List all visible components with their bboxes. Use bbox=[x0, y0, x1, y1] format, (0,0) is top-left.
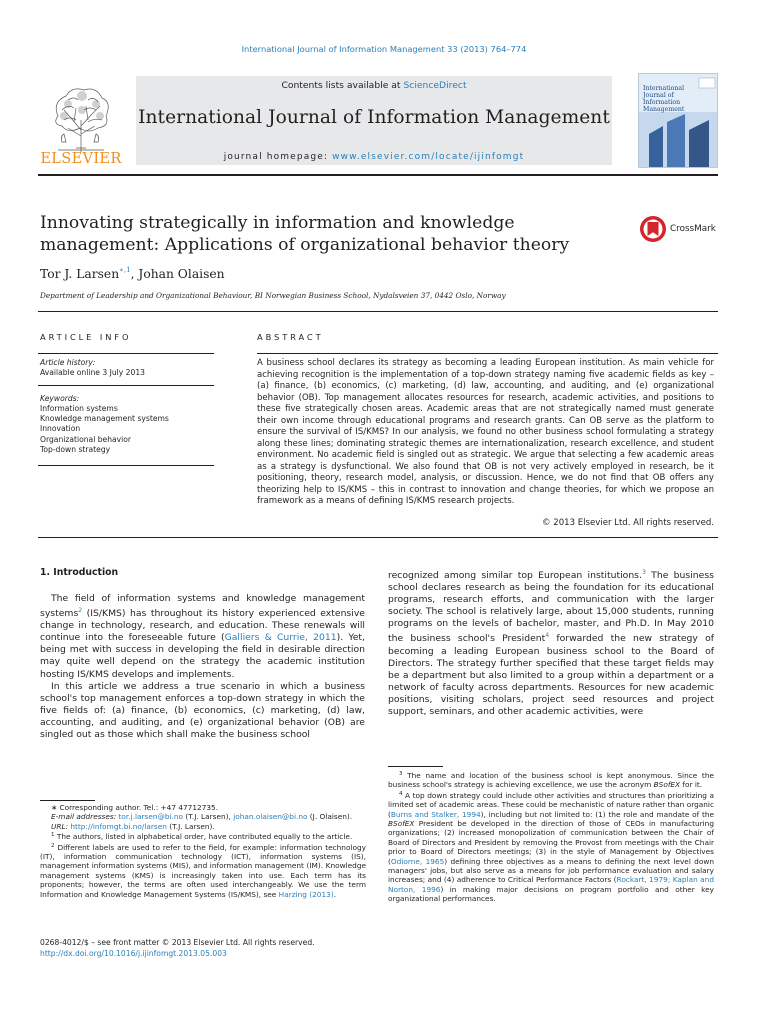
footnote-text: for it. bbox=[680, 780, 703, 790]
email-link[interactable]: johan.olaisen@bi.no bbox=[233, 812, 308, 822]
footnote-4 bbox=[388, 790, 714, 904]
author-list: Tor J. Larsen$^{∗,1}$, Johan Olaisen bbox=[40, 266, 225, 281]
footnote-rule-right bbox=[388, 766, 443, 767]
footnote-text: (J. Olaisen). bbox=[307, 812, 353, 822]
footnote-text: ), including but not limited to: (1) the role and mandate of the bbox=[480, 809, 714, 819]
body-text: forwarded the new strategy of becoming a leading European business school to the Board of Directors. The strategy further specified that these target fields may be a department but also limited to a group within a department or a network of faculty across departments. Resources for new academic positions, visiting scholars, project seed resources and project support, seminars, and other academic activities, were bbox=[388, 633, 714, 718]
journal-cover-thumbnail[interactable] bbox=[638, 73, 718, 168]
footnote-text: The authors, listed in alphabetical order, have contributed equally to the article. bbox=[54, 832, 353, 842]
article-title: Innovating strategically in information and knowledge management: Applications of organizational behavior theory bbox=[40, 213, 570, 255]
journal-homepage-line bbox=[136, 152, 612, 162]
footnote-url bbox=[40, 822, 366, 831]
keyword-item: Knowledge management systems bbox=[40, 414, 169, 424]
citation-link[interactable]: Burns and Stalker, 1994 bbox=[390, 809, 481, 819]
footnote-mark: 3 bbox=[399, 771, 403, 777]
article-history-label: Article history: bbox=[40, 358, 96, 367]
abstract-copyright: © 2013 Elsevier Ltd. All rights reserved. bbox=[542, 518, 714, 528]
body-paragraph: In this article we address a true scenario in which a business school's top management enforces a top-down strategy in which the five fields of: (a) finance, (b) economics, (c) marketing, (d) law, accounting, and auditing, and (e) organizational behavior (OB) are singled out as those which shall make the business school bbox=[40, 680, 365, 741]
section-heading-introduction: 1. Introduction bbox=[40, 567, 119, 578]
footnote-text: A top down strategy could include other activities and structures than prioritizing a limited set of academic areas. These could be mechanistic of nature rather than organic ( bbox=[388, 790, 714, 819]
footnote-ref-2[interactable]: 2 bbox=[78, 607, 83, 615]
footnotes-right bbox=[388, 770, 714, 904]
footnote-mark: 2 bbox=[51, 842, 55, 849]
citation-link[interactable]: Galliers & Currie, 2011 bbox=[224, 632, 337, 644]
url-label: URL: bbox=[51, 821, 71, 831]
abstract-rule bbox=[257, 353, 718, 354]
doi-link[interactable]: http://dx.doi.org/10.1016/j.ijinfomgt.2013.05.003 bbox=[40, 949, 227, 959]
journal-citation[interactable]: International Journal of Information Management 33 (2013) 764–774 bbox=[241, 44, 527, 54]
homepage-url-link[interactable]: http://infomgt.bi.no/larsen bbox=[70, 821, 167, 831]
footnote-corresponding bbox=[40, 803, 366, 812]
body-text: The business school declares research as being the foundation for its educational programs, research efforts, and communication with the larger society. The school is relatively large, about 15,000 students, running programs on the levels of bachelor, master, and Ph.D. In May 2010 the business school's President bbox=[388, 570, 714, 645]
body-column-right bbox=[388, 567, 714, 718]
footnote-text: The name and location of the business school is kept anonymous. Since the business school's strategy is achieving excellence, we use the acronym bbox=[388, 771, 714, 790]
issn-line: 0268-4012/$ – see front matter © 2013 Elsevier Ltd. All rights reserved. bbox=[40, 938, 315, 947]
footnote-ref-4[interactable]: 4 bbox=[545, 632, 550, 640]
author-name: Johan Olaisen bbox=[138, 267, 225, 281]
journal-homepage-link[interactable]: www.elsevier.com/locate/ijinfomgt bbox=[332, 152, 525, 162]
contents-prefix: Contents lists available at bbox=[281, 80, 404, 91]
footnote-rule-left bbox=[40, 800, 95, 801]
citation-link[interactable]: Rockart, 1979; Kaplan and Norton, 1996 bbox=[388, 875, 714, 894]
keyword-item: Information systems bbox=[40, 404, 118, 413]
keyword-item: Top-down strategy bbox=[40, 444, 111, 454]
history-rule bbox=[38, 385, 214, 386]
keywords-label: Keywords: bbox=[40, 394, 80, 403]
email-link[interactable]: tor.j.larsen@bi.no bbox=[118, 812, 184, 822]
keywords-rule bbox=[38, 465, 214, 466]
footnote-ref-3[interactable]: 3 bbox=[641, 569, 646, 576]
body-paragraph bbox=[388, 567, 714, 718]
citation-link[interactable]: Odiorne, 1965 bbox=[390, 856, 445, 866]
footnote-acronym: BSofEX bbox=[388, 819, 415, 829]
keyword-item: Organizational behavior bbox=[40, 434, 132, 444]
footnote-text: Corresponding author. Tel.: +47 47712735. bbox=[57, 803, 219, 812]
footnote-acronym: BSofEX bbox=[653, 780, 681, 790]
homepage-prefix: journal homepage: bbox=[223, 152, 333, 162]
footnote-emails bbox=[40, 812, 366, 821]
contents-availability-line bbox=[136, 80, 612, 91]
footnotes-left bbox=[40, 803, 366, 899]
footnote-text: ) in making major decisions on program portfolio and other key organizational performances. bbox=[388, 884, 715, 904]
journal-name: International Journal of Information Management bbox=[138, 107, 610, 128]
header-divider bbox=[38, 174, 718, 176]
article-info-rule bbox=[38, 353, 214, 354]
abstract-heading: ABSTRACT bbox=[257, 332, 324, 342]
cover-journal-title: International Journal of Information Management bbox=[643, 85, 685, 113]
footnote-text: Different labels are used to refer to the field, for example: information technology (IT), information communication technology (ICT), information systems (IS), management information systems (MIS), and information management (IM). Knowledge management systems (KMS) is increasingly taken into use. Each term has its proponents; however, the terms are often used interchangeably. We use the term Information and Knowledge Management Systems (IS/KMS), see bbox=[40, 842, 366, 899]
keywords-list bbox=[40, 404, 169, 455]
keyword-item: Innovation bbox=[40, 424, 81, 434]
footer-info bbox=[40, 937, 315, 960]
abstract-text: A business school declares its strategy as becoming a leading European institution. As main vehicle for achieving recognition is the implementation of a top-down strategy naming five academic fields as key – (a) finance, (b) economics, (c) marketing, (d) law, accounting, and auditing, and (e) organizational behavior (OB). Top management allocates resources for research, academic activities, and positions to these five strategically chosen areas. Academic areas that are not strategically named must generate their own income through educational programs and research grants. Can OB serve as the platform to ensure the survival of IS/KMS? In our analysis, we found no other business school formulating a strategy along these lines; dominating strategic themes are internationalization, research excellence, and student environment. No academic field is singled out as strategic. We argue that selecting a few academic areas as a strategy is dysfunctional. We also found that OB is not very actively employed in research, be it positioning, theory, research model, analysis, or discussion. Hence, we do not find that OB offers any theorizing help to IS/KMS – this in contrast to innovation and change theories, for which we propose an framework as a means of defining IS/KMS research projects. bbox=[257, 358, 714, 506]
body-text: recognized among similar top European institutions. bbox=[388, 570, 642, 581]
author-affiliation: Department of Leadership and Organizational Behaviour, BI Norwegian Business School, Nydalsveien 37, 0442 Oslo, Norway bbox=[40, 291, 506, 300]
footnote-3 bbox=[388, 770, 714, 790]
affiliation-divider bbox=[38, 311, 718, 312]
footnote-mark: 4 bbox=[399, 790, 403, 797]
crossmark-label[interactable]: CrossMark bbox=[670, 224, 716, 234]
body-column-left bbox=[40, 593, 365, 741]
body-text: ). Yet, being met with success in developing the field in desirable direction may quite well depend on the strategy the academic institution hosting IS/KMS develops and implements. bbox=[40, 632, 366, 680]
footnote-mark: ∗ bbox=[51, 803, 58, 812]
author-footnote-marks[interactable]: ∗,1 bbox=[119, 266, 131, 274]
footnote-2 bbox=[40, 842, 366, 899]
body-paragraph bbox=[40, 593, 365, 681]
abstract-bottom-rule bbox=[38, 537, 718, 538]
elsevier-wordmark[interactable]: ELSEVIER bbox=[40, 150, 122, 167]
footnote-text: ) defining three objectives as a means to defining the next level down managers' jobs, but also serve as a means for job performance evaluation and salary increases; and (4) adherence to Critical Performance Factors ( bbox=[388, 856, 715, 885]
footnote-text: . bbox=[333, 889, 337, 899]
author-name: Tor J. Larsen bbox=[40, 267, 120, 281]
body-text: (IS/KMS) has throughout its history experienced extensive change in technology, research, and education. These renewals will continue into the foreseeable future ( bbox=[40, 608, 365, 644]
footnote-mark: 1 bbox=[51, 832, 55, 839]
citation-link[interactable]: Harzing (2013) bbox=[278, 889, 334, 899]
footnote-text: (T.J. Larsen), bbox=[183, 812, 234, 822]
body-text: The field of information systems and knowledge management systems bbox=[40, 593, 365, 620]
footnote-text: (T.J. Larsen). bbox=[166, 821, 215, 831]
article-history-value: Available online 3 July 2013 bbox=[40, 368, 146, 377]
sciencedirect-link[interactable]: ScienceDirect bbox=[403, 80, 467, 91]
article-info-heading: ARTICLE INFO bbox=[40, 332, 132, 342]
footnote-text: President be developed in the direction of those of CEOs in manufacturing organizations; (2) increased monopolization of communication between the Chair of Board of Directors and President by removing the Provost from meetings with the Chair prior to Board of Directors meetings; (3) in the style of Management by Objectives ( bbox=[388, 819, 714, 866]
email-label: E-mail addresses: bbox=[51, 812, 119, 822]
footnote-1 bbox=[40, 831, 366, 841]
